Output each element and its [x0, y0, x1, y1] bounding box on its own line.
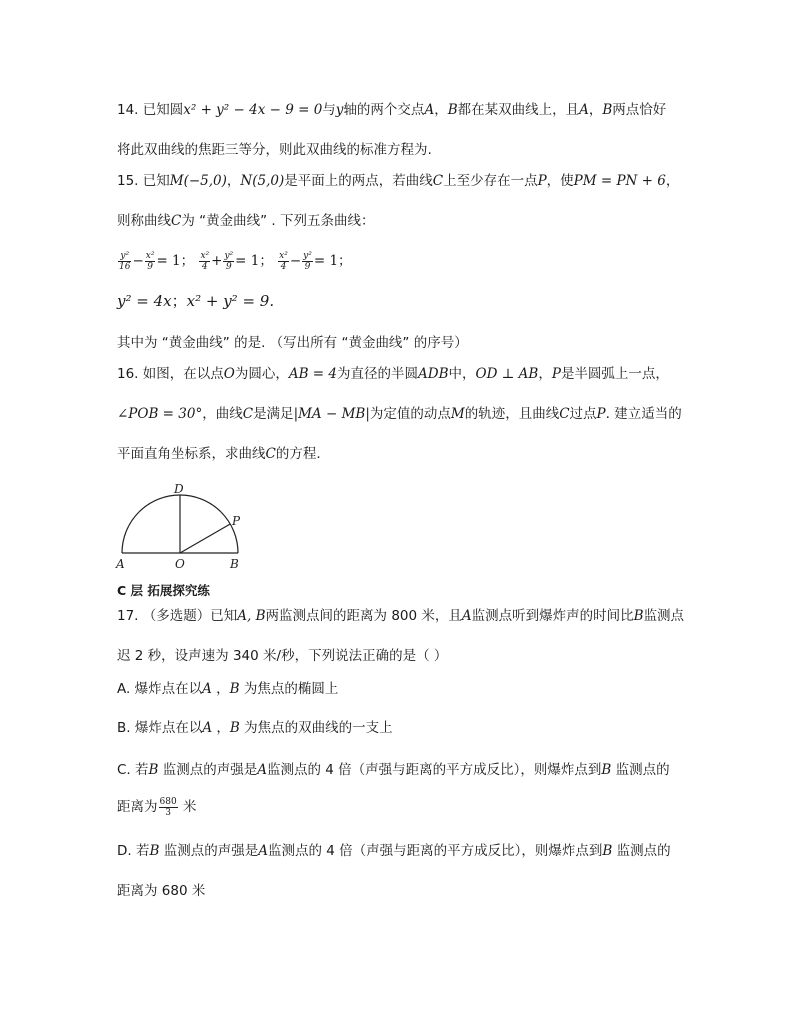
q14-line1 — [117, 101, 666, 119]
q15-line5: 其中为 “黄金曲线” 的是. （写出所有 “黄金曲线” 的序号） — [117, 335, 468, 351]
math: A — [202, 681, 212, 697]
math: B — [602, 843, 613, 859]
text: 平面直角坐标系，求曲线 — [117, 446, 266, 462]
math: A — [461, 608, 472, 624]
text: ， — [665, 173, 680, 189]
q15-line2 — [117, 212, 375, 230]
denominator: 9 — [304, 261, 311, 272]
rhs: = 1； — [235, 253, 273, 269]
math: A — [258, 843, 268, 859]
text: 米 — [178, 799, 197, 815]
numerator: y² — [118, 251, 131, 262]
text: . 建立适当的 — [605, 406, 682, 422]
text: B. 爆炸点在以 — [117, 720, 203, 736]
math: A — [579, 102, 589, 118]
fraction — [199, 251, 210, 272]
text: 为定值的动点 — [369, 406, 451, 422]
math: C — [242, 406, 254, 422]
math: B — [229, 720, 240, 736]
label-o: O — [175, 557, 185, 571]
text: 过点 — [569, 406, 597, 422]
numerator: 680 — [159, 796, 177, 807]
text: ，曲线 — [202, 406, 243, 422]
fraction — [302, 251, 313, 272]
math: y² = 4x — [117, 292, 172, 310]
q16-line1 — [117, 365, 669, 383]
denominator: 3 — [165, 807, 171, 818]
math: A, B — [237, 608, 266, 624]
math: B — [602, 102, 613, 118]
q15-line1 — [117, 172, 679, 190]
option-d — [117, 842, 671, 860]
math: O — [223, 366, 235, 382]
math: AB = 4 — [288, 366, 337, 382]
math: B — [447, 102, 458, 118]
math: A — [424, 102, 435, 118]
text: 为圆心， — [234, 366, 289, 382]
math: P — [537, 173, 547, 189]
q16-line2 — [117, 405, 682, 423]
text: ， — [434, 102, 448, 118]
text: 上至少存在一点 — [443, 173, 538, 189]
text: 轴的两个交点 — [343, 102, 425, 118]
math: N(5,0) — [240, 173, 285, 189]
text: C. 若 — [117, 762, 149, 778]
math: OD ⊥ AB — [475, 366, 539, 382]
denominator: 9 — [225, 261, 232, 272]
math: B — [229, 681, 240, 697]
operator: − — [132, 253, 144, 269]
text: ， — [226, 173, 241, 189]
text: 监测点的 — [612, 843, 671, 859]
text: 监测点的 — [611, 762, 670, 778]
option-c-line2 — [117, 795, 196, 819]
option-d-line2: 距离为 680 米 — [117, 883, 206, 899]
text: 的轨迹，且曲线 — [464, 406, 560, 422]
text: 监测点听到爆炸声的时间比 — [471, 608, 634, 624]
section-heading: C 层 拓展探究练 — [117, 583, 210, 598]
q14-line2: 将此双曲线的焦距三等分，则此双曲线的标准方程为. — [117, 142, 432, 158]
math: M — [450, 406, 465, 422]
text: 监测点的 4 倍（声强与距离的平方成反比），则爆炸点到 — [267, 843, 603, 859]
math: A — [257, 762, 267, 778]
math: x² + y² − 4x − 9 = 0 — [183, 102, 323, 118]
option-a — [117, 680, 338, 698]
text: 中， — [448, 366, 476, 382]
label-d: D — [174, 482, 184, 496]
operator: + — [211, 253, 223, 269]
text: ， — [211, 681, 230, 697]
text: 15. 已知 — [117, 173, 170, 189]
text: 为焦点的双曲线的一支上 — [239, 720, 393, 736]
numerator: x² — [279, 250, 288, 261]
text: 16. 如图，在以点 — [117, 366, 224, 382]
numerator: y² — [303, 250, 312, 261]
label-p: P — [232, 514, 241, 528]
label-a: A — [116, 557, 125, 571]
text: 两点恰好 — [612, 102, 667, 118]
q15-curves-line — [117, 249, 352, 273]
denominator: 9 — [147, 261, 153, 272]
math: |MA − MB| — [293, 406, 370, 422]
text: 是满足 — [253, 406, 294, 422]
radius-op — [180, 524, 230, 553]
numerator: y² — [224, 250, 234, 261]
rhs: = 1； — [313, 253, 352, 269]
text: 是半圆弧上一点， — [560, 366, 669, 382]
fraction — [159, 797, 178, 818]
math: B — [149, 843, 160, 859]
q16-line3 — [117, 445, 321, 463]
text: ， — [588, 102, 603, 118]
text: 17. （多选题）已知 — [117, 608, 238, 624]
label-b: B — [230, 557, 239, 571]
q17-line2: 迟 2 秒，设声速为 340 米/秒，下列说法正确的是（ ） — [117, 648, 448, 664]
text: 是平面上的两点，若曲线 — [284, 173, 433, 189]
text: ； — [171, 292, 187, 310]
math: C — [265, 446, 276, 462]
option-c — [117, 761, 670, 779]
text: 为焦点的椭圆上 — [239, 681, 339, 697]
fraction — [118, 251, 131, 272]
math: y — [335, 102, 344, 118]
q17-line1 — [117, 607, 684, 625]
fraction — [223, 251, 234, 272]
text: 为 “黄金曲线” . 下列五条曲线： — [181, 213, 375, 229]
text: 的方程. — [275, 446, 321, 462]
text: ， — [538, 366, 552, 382]
text: 则称曲线 — [117, 213, 171, 229]
text: 监测点的 4 倍（声强与距离的平方成反比），则爆炸点到 — [266, 762, 602, 778]
math: x² + y² = 9. — [186, 292, 275, 310]
denominator: 16 — [119, 261, 131, 272]
text: D. 若 — [117, 843, 150, 859]
text: 监测点 — [643, 608, 685, 624]
semicircle-figure — [112, 480, 248, 572]
text: A. 爆炸点在以 — [117, 681, 203, 697]
math: P — [596, 406, 606, 422]
operator: − — [289, 253, 302, 269]
math: B — [633, 608, 644, 624]
rhs: = 1； — [156, 253, 195, 269]
text: 监测点的声强是 — [159, 843, 259, 859]
denominator: 4 — [201, 261, 208, 272]
math: C — [559, 406, 570, 422]
text: 为直径的半圆 — [337, 366, 418, 382]
fraction — [145, 251, 156, 272]
math: A — [202, 720, 213, 736]
denominator: 4 — [280, 261, 287, 272]
numerator: x² — [145, 250, 155, 261]
text: 都在某双曲线上，且 — [457, 102, 580, 118]
math: P — [551, 366, 561, 382]
text: 14. 已知圆 — [117, 102, 184, 118]
text: 监测点的声强是 — [158, 762, 258, 778]
fraction — [278, 251, 289, 272]
text: 与 — [322, 102, 336, 118]
text: 两监测点间的距离为 800 米，且 — [265, 608, 462, 624]
text: ， — [212, 720, 230, 736]
numerator: x² — [200, 250, 210, 261]
math: ADB — [418, 366, 449, 382]
q15-curves-line2 — [117, 292, 274, 310]
math: PM = PN + 6 — [573, 173, 666, 189]
math: C — [432, 173, 444, 189]
math: ∠POB = 30° — [117, 406, 203, 422]
text: 距离为 — [117, 799, 158, 815]
math: M(−5,0) — [169, 173, 227, 189]
math: C — [171, 213, 182, 229]
math: B — [601, 762, 612, 778]
text: ，使 — [546, 173, 574, 189]
option-b — [117, 719, 393, 737]
math: B — [148, 762, 159, 778]
